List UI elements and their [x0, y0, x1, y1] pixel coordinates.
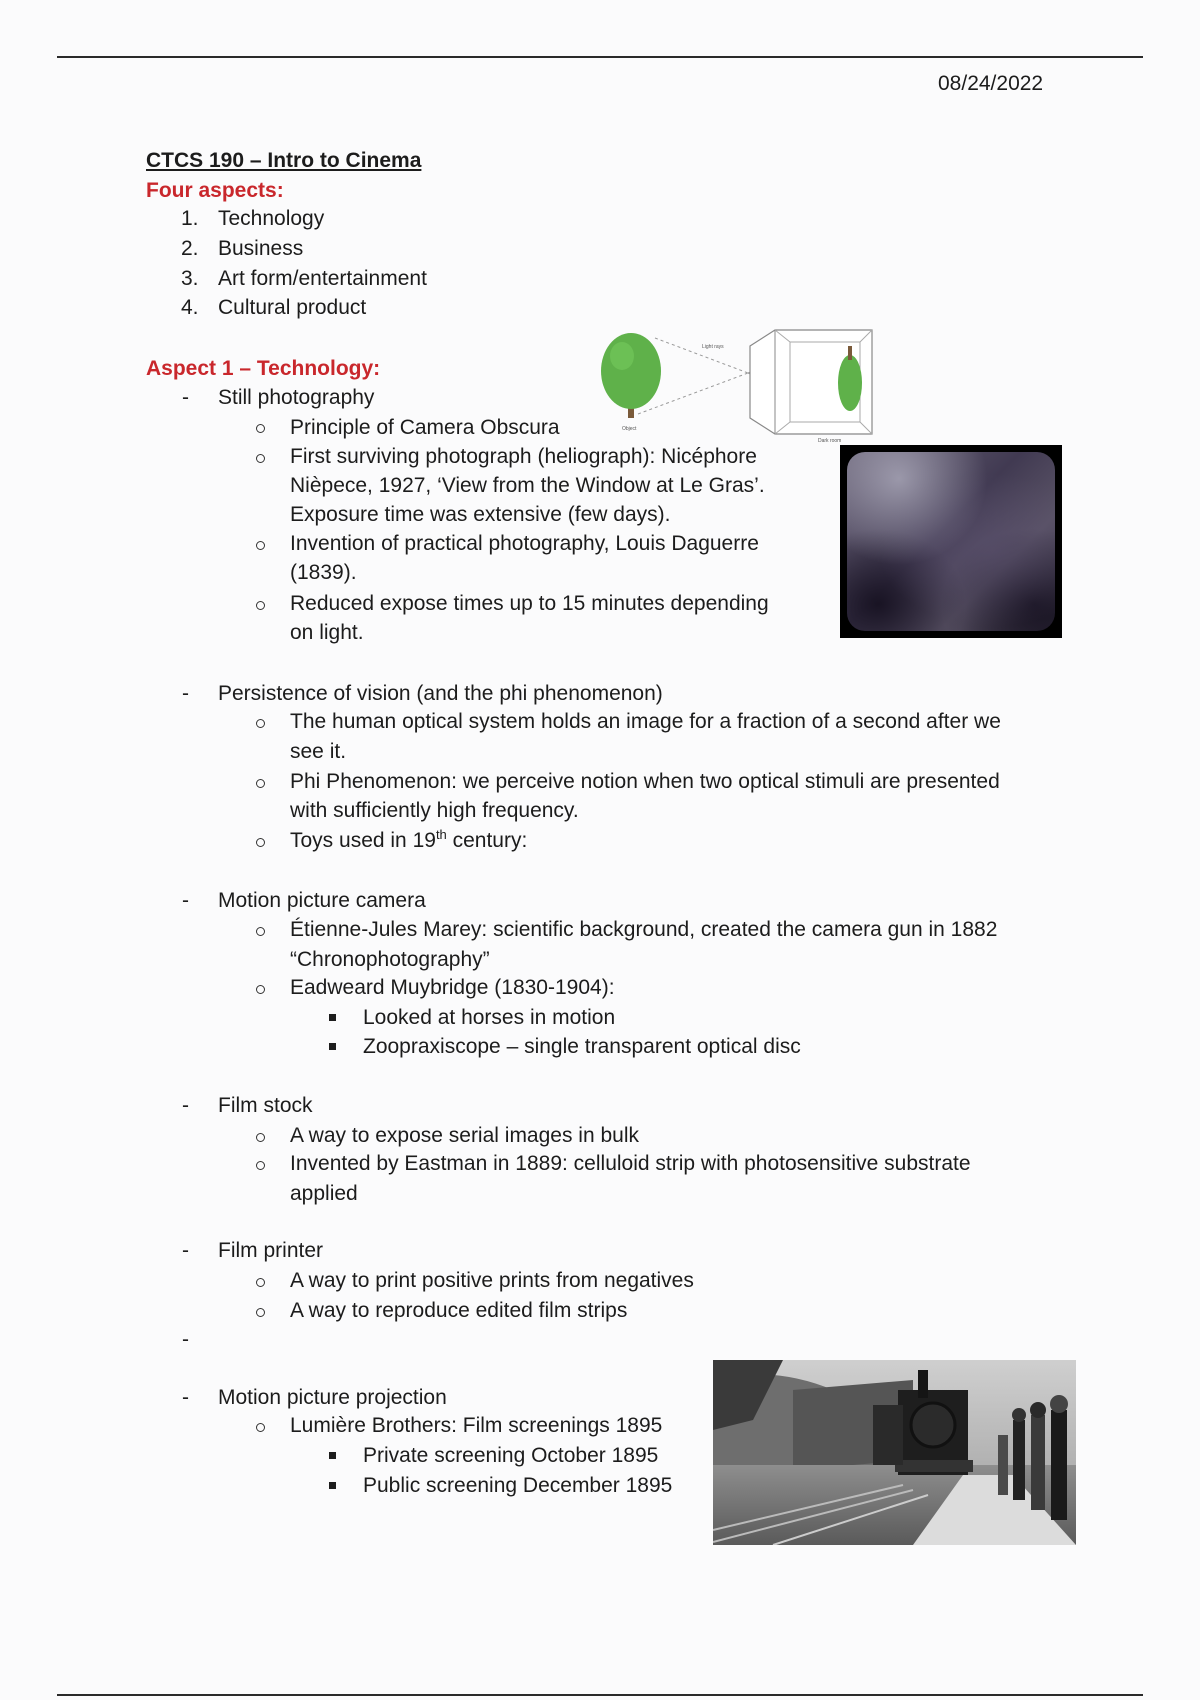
sub-item: with sufficiently high frequency. — [290, 799, 579, 822]
circle-bullet — [256, 779, 265, 788]
sub-sub-item: Zoopraxiscope – single transparent optical disc — [363, 1035, 801, 1058]
sub-item: (1839). — [290, 561, 357, 584]
camera-obscura-diagram — [600, 326, 880, 444]
circle-bullet — [256, 1133, 265, 1142]
circle-bullet — [256, 454, 265, 463]
sub-item: see it. — [290, 740, 347, 763]
sub-item: A way to print positive prints from negatives — [290, 1269, 694, 1292]
still-photography-label: Still photography — [218, 386, 375, 409]
square-bullet — [329, 1043, 336, 1050]
square-bullet — [329, 1452, 336, 1459]
sub-sub-item: Private screening October 1895 — [363, 1444, 659, 1467]
circle-bullet — [256, 601, 265, 610]
toys-superscript: th — [435, 827, 447, 842]
toys-text-end: century: — [446, 829, 528, 852]
toys-text: Toys used in 19 — [290, 829, 436, 852]
dash-bullet: - — [182, 1328, 189, 1351]
dash-bullet: - — [182, 1094, 189, 1117]
sub-item: “Chronophotography” — [290, 948, 490, 971]
sub-item: Eadweard Muybridge (1830-1904): — [290, 976, 615, 999]
sub-item: A way to reproduce edited film strips — [290, 1299, 628, 1322]
document-date: 08/24/2022 — [938, 72, 1044, 95]
sub-item: Invention of practical photography, Louis Daguerre — [290, 532, 759, 555]
list-number: 3. — [181, 267, 199, 290]
sub-item: A way to expose serial images in bulk — [290, 1124, 640, 1147]
circle-bullet — [256, 1278, 265, 1287]
sub-item: Nièpece, 1927, ‘View from the Window at Le Gras’. — [290, 474, 765, 497]
sub-item: Étienne-Jules Marey: scientific background, created the camera gun in 1882 — [290, 918, 998, 941]
diagram-label-box: Dark room — [818, 438, 842, 444]
motion-camera-label: Motion picture camera — [218, 889, 426, 912]
list-item: Art form/entertainment — [218, 267, 427, 290]
list-number: 1. — [181, 207, 199, 230]
square-bullet — [329, 1482, 336, 1489]
circle-bullet — [256, 985, 265, 994]
list-number: 2. — [181, 237, 199, 260]
diagram-label-light: Light rays — [702, 344, 724, 350]
tree-icon — [601, 333, 661, 418]
sub-item: Principle of Camera Obscura — [290, 416, 560, 439]
sub-item: Invented by Eastman in 1889: celluloid strip with photosensitive substrate — [290, 1152, 971, 1175]
dash-bullet: - — [182, 386, 189, 409]
projection-label: Motion picture projection — [218, 1386, 447, 1409]
diagram-label-object: Object — [622, 426, 637, 432]
sub-sub-item: Looked at horses in motion — [363, 1006, 616, 1029]
dash-bullet: - — [182, 1239, 189, 1262]
circle-bullet — [256, 541, 265, 550]
heliograph-plate — [847, 452, 1055, 631]
circle-bullet — [256, 927, 265, 936]
sub-sub-item: Public screening December 1895 — [363, 1474, 673, 1497]
circle-bullet — [256, 424, 265, 433]
aspect1-heading: Aspect 1 – Technology: — [146, 357, 381, 380]
list-number: 4. — [181, 296, 199, 319]
dash-bullet: - — [182, 682, 189, 705]
dash-bullet: - — [182, 889, 189, 912]
sub-item: The human optical system holds an image for a fraction of a second after we — [290, 710, 1001, 733]
sub-item: applied — [290, 1182, 358, 1205]
list-item: Cultural product — [218, 296, 367, 319]
circle-bullet — [256, 1423, 265, 1432]
list-item: Business — [218, 237, 304, 260]
persistence-label: Persistence of vision (and the phi phenomenon) — [218, 682, 663, 705]
header-rule — [57, 56, 1143, 58]
circle-bullet — [256, 1161, 265, 1170]
four-aspects-heading: Four aspects: — [146, 179, 284, 202]
circle-bullet — [256, 719, 265, 728]
course-title: CTCS 190 – Intro to Cinema — [146, 149, 422, 172]
sub-item: Exposure time was extensive (few days). — [290, 503, 671, 526]
film-stock-label: Film stock — [218, 1094, 313, 1117]
dash-bullet: - — [182, 1386, 189, 1409]
dark-room-box — [750, 330, 872, 434]
sub-item: Lumière Brothers: Film screenings 1895 — [290, 1414, 663, 1437]
sub-item: Phi Phenomenon: we perceive notion when two optical stimuli are presented — [290, 770, 1000, 793]
square-bullet — [329, 1014, 336, 1021]
film-printer-label: Film printer — [218, 1239, 324, 1262]
heliograph-photo — [840, 445, 1062, 638]
footer-rule — [57, 1694, 1143, 1696]
list-item: Technology — [218, 207, 325, 230]
toys-item — [290, 828, 527, 854]
sub-item: First surviving photograph (heliograph): Nicéphore — [290, 445, 757, 468]
sub-item: Reduced expose times up to 15 minutes depending — [290, 592, 769, 615]
circle-bullet — [256, 1308, 265, 1317]
train-arrival-photo — [713, 1360, 1076, 1545]
circle-bullet — [256, 838, 265, 847]
sub-item: on light. — [290, 621, 364, 644]
